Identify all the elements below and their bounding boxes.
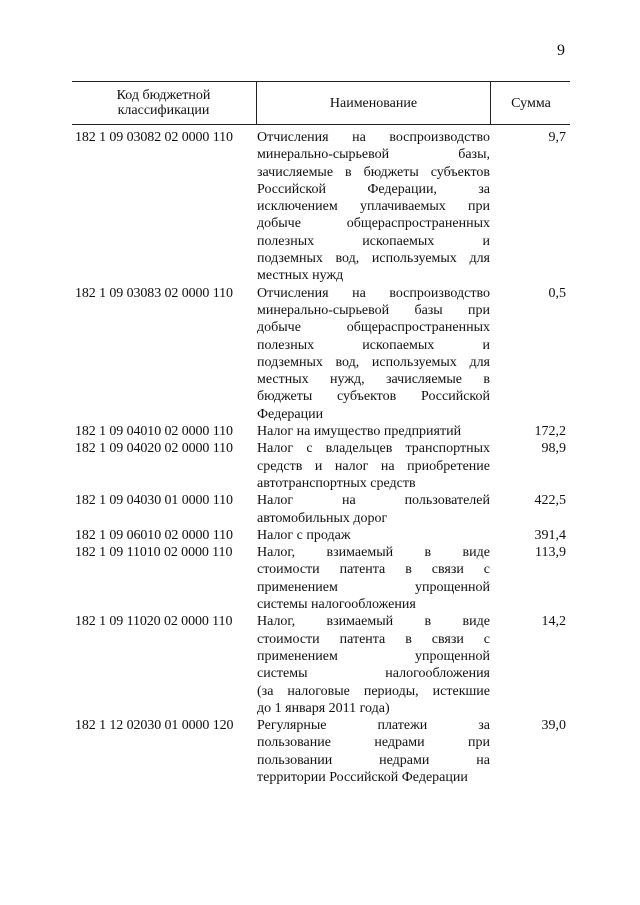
header-code-line-2: классификации bbox=[117, 103, 210, 118]
row-code: 182 1 09 11020 02 0000 110 bbox=[75, 614, 233, 630]
row-name-line: Отчисления на воспроизводство bbox=[257, 130, 490, 145]
row-name bbox=[257, 544, 490, 613]
row-name-line: системы налогообложения bbox=[257, 666, 490, 682]
row-name-line: Налог на пользователей bbox=[257, 493, 490, 509]
row-name-line: добыче общераспространенных bbox=[257, 216, 490, 232]
row-name bbox=[257, 440, 490, 492]
row-name-line: подземных вод, используемых для bbox=[257, 354, 490, 370]
table-row bbox=[72, 613, 570, 717]
row-code: 182 1 09 04030 01 0000 110 bbox=[75, 493, 233, 509]
row-code: 182 1 12 02030 01 0000 120 bbox=[75, 718, 234, 734]
row-sum: 98,9 bbox=[541, 441, 566, 457]
row-sum: 113,9 bbox=[535, 545, 566, 561]
row-sum: 172,2 bbox=[534, 424, 566, 440]
row-name-line: минерально-сырьевой базы, bbox=[257, 147, 490, 163]
row-name-line: Регулярные платежи за bbox=[257, 718, 490, 734]
row-name-line: стоимости патента в связи с bbox=[257, 631, 490, 647]
row-name-line: бюджеты субъектов Российской bbox=[257, 389, 490, 405]
table-row bbox=[72, 440, 570, 492]
row-code: 182 1 09 03083 02 0000 110 bbox=[75, 285, 233, 301]
table-row bbox=[72, 527, 570, 544]
table-row bbox=[72, 129, 570, 285]
row-code: 182 1 09 04010 02 0000 110 bbox=[75, 424, 233, 440]
header-name: Наименование bbox=[256, 82, 490, 124]
table-row bbox=[72, 717, 570, 786]
row-name bbox=[257, 285, 490, 423]
row-name-line: Российской Федерации, за bbox=[257, 181, 490, 197]
row-name-line: Налог, взимаемый в виде bbox=[257, 545, 490, 561]
row-name-line: местных нужд bbox=[257, 268, 344, 284]
row-name-line: средств и налог на приобретение bbox=[257, 458, 490, 474]
row-sum: 391,4 bbox=[534, 527, 566, 543]
table-body bbox=[72, 129, 570, 786]
table-row bbox=[72, 423, 570, 440]
row-name-line: Налог на имущество предприятий bbox=[257, 424, 462, 440]
row-name-line: зачисляемые в бюджеты субъектов bbox=[257, 164, 490, 180]
row-name-line: Налог с продаж bbox=[257, 527, 351, 543]
row-name-line: территории Российской Федерации bbox=[257, 769, 468, 785]
row-code: 182 1 09 04020 02 0000 110 bbox=[75, 441, 233, 457]
row-name-line: подземных вод, используемых для bbox=[257, 251, 490, 267]
row-name-line: применением упрощенной bbox=[257, 648, 490, 664]
row-sum: 422,5 bbox=[534, 493, 566, 509]
row-name-line: пользование недрами при bbox=[257, 735, 490, 751]
row-name-line: добыче общераспространенных bbox=[257, 320, 490, 336]
table-row bbox=[72, 285, 570, 423]
header-sum: Сумма bbox=[490, 82, 571, 124]
row-sum: 9,7 bbox=[548, 130, 566, 145]
row-name bbox=[257, 492, 490, 527]
row-name-line: Федерации bbox=[257, 406, 324, 422]
header-code bbox=[72, 82, 255, 124]
header-code-line-1: Код бюджетной bbox=[116, 88, 211, 103]
row-name-line: применением упрощенной bbox=[257, 579, 490, 595]
table-row bbox=[72, 544, 570, 613]
row-name bbox=[257, 717, 490, 786]
table-row bbox=[72, 492, 570, 527]
row-name-line: полезных ископаемых и bbox=[257, 233, 490, 249]
row-name-line: исключением уплачиваемых при bbox=[257, 199, 490, 215]
row-name-line: минерально-сырьевой базы при bbox=[257, 302, 490, 318]
row-name-line: Налог, взимаемый в виде bbox=[257, 614, 490, 630]
page-number: 9 bbox=[557, 42, 565, 59]
row-name bbox=[257, 423, 490, 440]
row-name bbox=[257, 129, 490, 285]
row-code: 182 1 09 11010 02 0000 110 bbox=[75, 545, 233, 561]
row-name bbox=[257, 527, 490, 544]
row-sum: 14,2 bbox=[541, 614, 566, 630]
row-name bbox=[257, 613, 490, 717]
row-name-line: местных нужд, зачисляемые в bbox=[257, 372, 490, 388]
row-name-line: (за налоговые периоды, истекшие bbox=[257, 683, 490, 699]
row-name-line: автомобильных дорог bbox=[257, 510, 388, 526]
row-name-line: до 1 января 2011 года) bbox=[257, 700, 390, 716]
row-sum: 39,0 bbox=[541, 718, 566, 734]
row-name-line: системы налогообложения bbox=[257, 597, 416, 613]
row-name-line: стоимости патента в связи с bbox=[257, 562, 490, 578]
table-header bbox=[72, 81, 570, 125]
row-name-line: Налог с владельцев транспортных bbox=[257, 441, 490, 457]
row-code: 182 1 09 06010 02 0000 110 bbox=[75, 527, 233, 543]
row-code: 182 1 09 03082 02 0000 110 bbox=[75, 130, 233, 145]
row-name-line: Отчисления на воспроизводство bbox=[257, 285, 490, 301]
row-name-line: полезных ископаемых и bbox=[257, 337, 490, 353]
row-name-line: пользовании недрами на bbox=[257, 752, 490, 768]
row-name-line: автотранспортных средств bbox=[257, 475, 416, 491]
row-sum: 0,5 bbox=[548, 285, 566, 301]
